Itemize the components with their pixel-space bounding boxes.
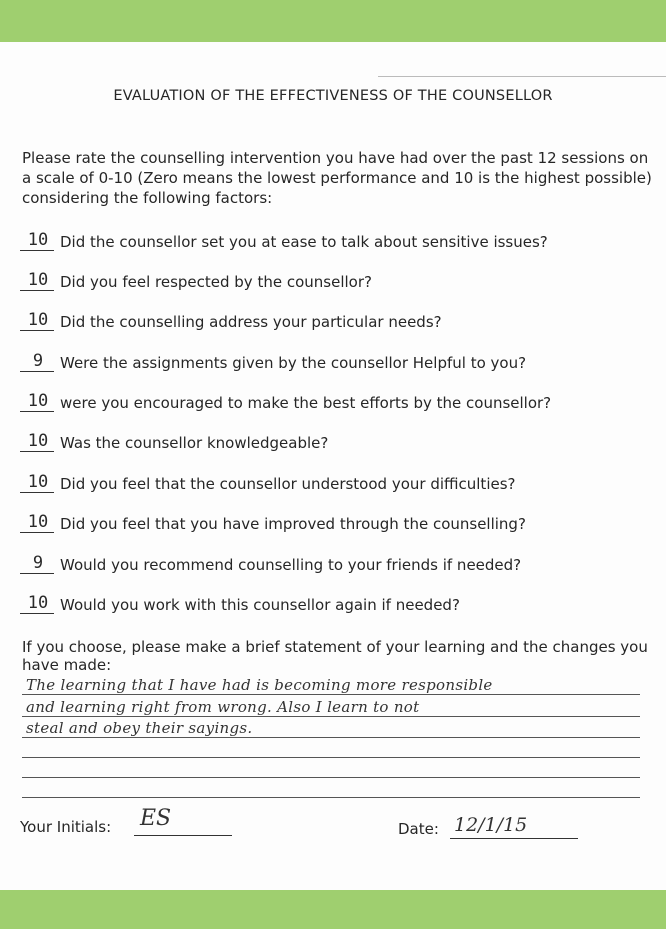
score-field <box>20 271 56 293</box>
question-text: Would you recommend counselling to your friends if needed? <box>60 556 522 574</box>
question-row <box>20 554 660 576</box>
question-row <box>20 513 660 535</box>
score-underline <box>20 411 54 412</box>
score-underline <box>20 573 54 574</box>
statement-line <box>22 737 640 738</box>
bottom-green-band <box>0 890 666 929</box>
handwritten-score: 10 <box>27 230 49 250</box>
question-row <box>20 352 660 374</box>
handwritten-score: 10 <box>27 391 49 411</box>
initials-line <box>134 835 232 836</box>
score-underline <box>20 330 54 331</box>
date-label: Date: <box>398 820 439 838</box>
question-text: Was the counsellor knowledgeable? <box>60 434 329 452</box>
statement-handwriting-line: and learning right from wrong. Also I learn to not <box>26 698 420 716</box>
header-rule <box>378 76 666 77</box>
score-underline <box>20 532 54 533</box>
question-row <box>20 473 660 495</box>
handwritten-score: 10 <box>27 593 49 613</box>
score-field <box>20 554 56 576</box>
question-row <box>20 311 660 333</box>
score-field <box>20 432 56 454</box>
question-row <box>20 392 660 414</box>
score-underline <box>20 371 54 372</box>
question-row <box>20 594 660 616</box>
top-green-band <box>0 0 666 42</box>
score-underline <box>20 492 54 493</box>
question-text: Did you feel respected by the counsellor? <box>60 273 372 291</box>
statement-handwriting-line: steal and obey their sayings. <box>26 719 253 737</box>
date-line <box>450 838 578 839</box>
instructions: Please rate the counselling intervention you have had over the past 12 sessions on a scale of 0-10 (Zero means the lowest performance and 10 is the highest possible) considering the following factors: <box>22 149 652 207</box>
score-underline <box>20 613 54 614</box>
score-field <box>20 513 56 535</box>
question-text: Did the counsellor set you at ease to talk about sensitive issues? <box>60 233 548 251</box>
score-field <box>20 311 56 333</box>
question-text: Would you work with this counsellor again if needed? <box>60 596 460 614</box>
question-text: Did you feel that the counsellor understood your difficulties? <box>60 475 516 493</box>
question-text: Were the assignments given by the counsellor Helpful to you? <box>60 354 527 372</box>
handwritten-score: 9 <box>32 351 44 371</box>
statement-handwriting-line: The learning that I have had is becoming more responsible <box>26 676 493 694</box>
statement-line <box>22 716 640 717</box>
handwritten-score: 9 <box>32 553 44 573</box>
score-underline <box>20 451 54 452</box>
handwritten-score: 10 <box>27 512 49 532</box>
form-title: EVALUATION OF THE EFFECTIVENESS OF THE COUNSELLOR <box>113 88 553 104</box>
handwritten-score: 10 <box>27 472 49 492</box>
score-underline <box>20 290 54 291</box>
initials-value: ES <box>140 806 172 831</box>
question-text: Did the counselling address your particular needs? <box>60 313 442 331</box>
score-field <box>20 352 56 374</box>
question-row <box>20 271 660 293</box>
question-row <box>20 432 660 454</box>
initials-label: Your Initials: <box>20 818 112 836</box>
question-row <box>20 231 660 253</box>
score-field <box>20 392 56 414</box>
score-underline <box>20 250 54 251</box>
handwritten-score: 10 <box>27 431 49 451</box>
score-field <box>20 594 56 616</box>
statement-line <box>22 694 640 695</box>
score-field <box>20 231 56 253</box>
statement-prompt: If you choose, please make a brief statement of your learning and the changes you have made: <box>22 638 648 674</box>
score-field <box>20 473 56 495</box>
question-text: were you encouraged to make the best efforts by the counsellor? <box>60 394 552 412</box>
handwritten-score: 10 <box>27 270 49 290</box>
date-value: 12/1/15 <box>454 814 528 836</box>
statement-line <box>22 797 640 798</box>
question-text: Did you feel that you have improved through the counselling? <box>60 515 526 533</box>
handwritten-score: 10 <box>27 310 49 330</box>
statement-line <box>22 757 640 758</box>
statement-line <box>22 777 640 778</box>
